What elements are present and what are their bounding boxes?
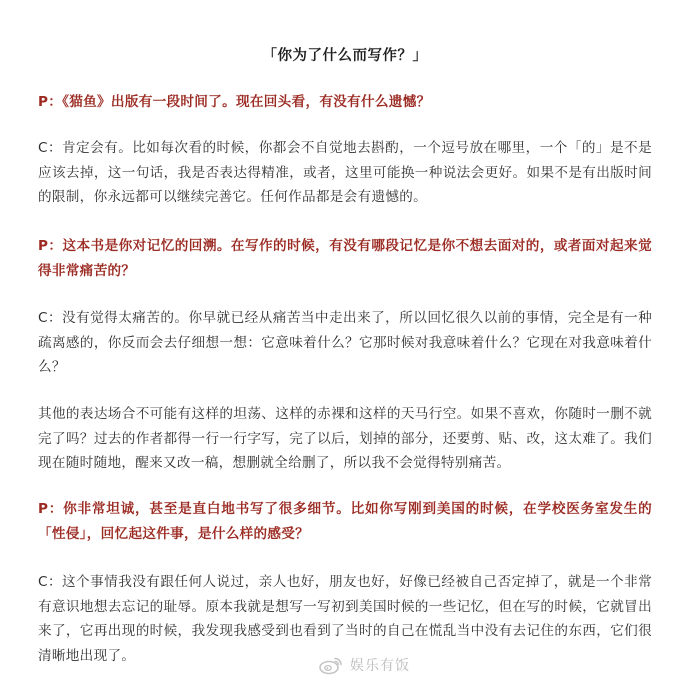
question-2: P：这本书是你对记忆的回溯。在写作的时候，有没有哪段记忆是你不想去面对的，或者面对起来觉得非常痛苦的？ [38,238,652,279]
answer-2: C：没有觉得太痛苦的。你早就已经从痛苦当中走出来了，所以回忆很久以前的事情，完全是有一种疏离感的，你反而会去仔细想一想：它意味着什么？它那时候对我意味着什么？它现在对我意味着什么？ [38,310,652,375]
question-3: P：你非常坦诚，甚至是直白地书写了很多细节。比如你写刚到美国的时候，在学校医务室发生的「性侵」，回忆起这件事，是什么样的感受？ [38,501,652,542]
weibo-icon [318,655,344,675]
answer-3: C：这个事情我没有跟任何人说过，亲人也好，朋友也好，好像已经被自己否定掉了，就是一个非常有意识地想去忘记的耻辱。原本我就是想写一写初到美国时候的一些记忆，但在写的时候，它就冒出来了，它再出现的时候，我发现我感受到也看到了当时的自己在慌乱当中没有去记住的东西，它们很清晰地出现了。 [38,574,652,664]
answer-1: C：肯定会有。比如每次看的时候，你都会不自觉地去斟酌，一个逗号放在哪里，一个「的」是不是应该去掉，这一句话，我是否表达得精准，或者，这里可能换一种说法会更好。如果不是有出版时间的限制，你永远都可以继续完善它。任何作品都是会有遗憾的。 [38,140,652,205]
watermark-text: 娱乐有饭 [350,658,410,674]
question-1: P：《猫鱼》出版有一段时间了。现在回头看，有没有什么遗憾？ [38,94,431,110]
answer-2-continued: 其他的表达场合不可能有这样的坦荡、这样的赤裸和这样的天马行空。如果不喜欢，你随时一删不就完了吗？过去的作者都得一行一行字写，完了以后，划掉的部分，还要剪、贴、改，这太难了。我们现在随时随地，醒来又改一稿，想删就全给删了，所以我不会觉得特别痛苦。 [38,406,652,471]
article-title: 「你为了什么而写作？」 [262,48,428,64]
watermark [318,652,410,678]
